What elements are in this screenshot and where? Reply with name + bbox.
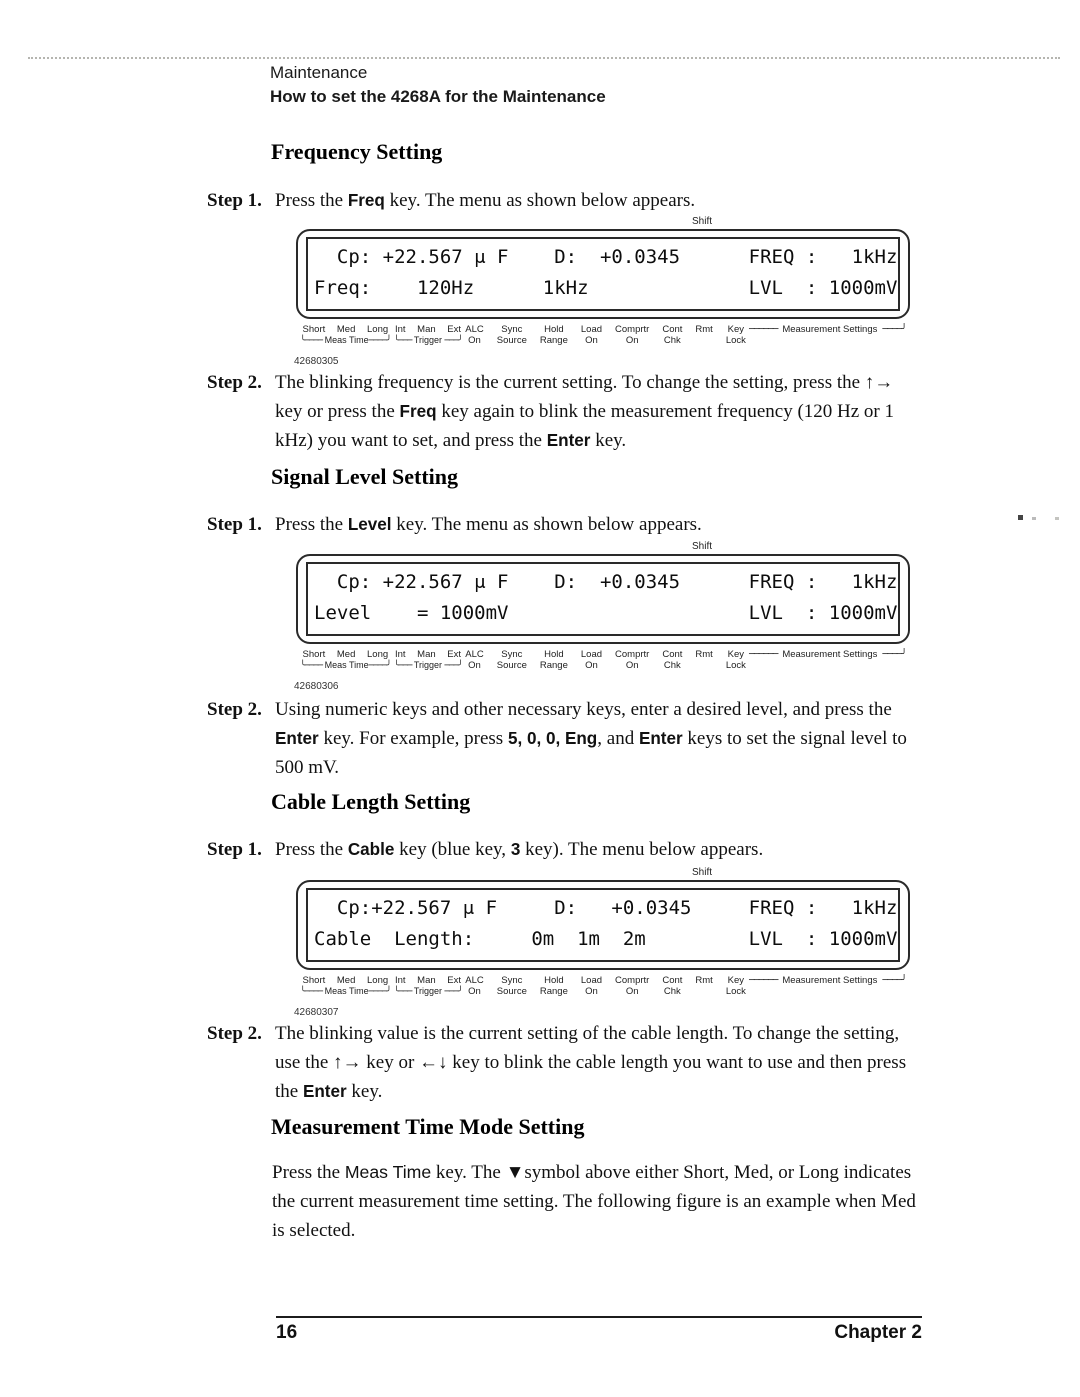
- annunciator: Cont Chk: [662, 649, 683, 671]
- meas-time-bracket: ╰──── Meas Time────╯: [300, 986, 391, 997]
- step-text: Press the Freq key. The menu as shown below appears.: [275, 190, 696, 211]
- lcd-bezel: [296, 229, 910, 319]
- step-label: Step 1.: [207, 190, 262, 211]
- lcd-screen: [306, 237, 900, 311]
- measurement-settings-annotation: ────── Measurement Settings ────╯: [749, 975, 906, 986]
- lcd-annunciator-row: [296, 975, 910, 998]
- step-text: The blinking frequency is the current setting. To change the setting, press the ↑→ key or press the Freq key again to blink the measurement frequency (120 Hz or 1 kHz) you want to set, and press the Enter key.: [275, 372, 895, 451]
- scan-speck: [1055, 517, 1059, 520]
- annunciator: ALC On: [465, 975, 484, 997]
- figure-id: 42680305: [294, 356, 339, 367]
- top-dotted-rule: [28, 57, 1060, 59]
- annunciator: Rmt: [695, 649, 713, 660]
- section-title-frequency: Frequency Setting: [271, 139, 443, 164]
- lcd-line-2: Freq: 120Hz 1kHz LVL : 1000mV: [314, 277, 898, 299]
- lcd-line-1: Cp: +22.567 μ F D: +0.0345 FREQ : 1kHz: [314, 246, 898, 268]
- lcd-annunciator-row: [296, 649, 910, 672]
- lcd-bezel: [296, 880, 910, 970]
- status-annunciators: [465, 975, 746, 997]
- footer-rule: [276, 1316, 922, 1318]
- section-title-signal-level: Signal Level Setting: [271, 464, 459, 489]
- annunciator: Comprtr On: [615, 649, 650, 671]
- annunciator: Key Lock: [725, 324, 746, 346]
- annunciator: Load On: [580, 324, 603, 346]
- annunciator: Sync Source: [496, 324, 527, 346]
- step-label: Step 2.: [207, 699, 262, 720]
- lcd-figure-signal-level: [296, 541, 910, 692]
- lcd-figure-cable-length: [296, 867, 910, 1018]
- annunciator: Hold Range: [539, 975, 568, 997]
- cable-length-step-2: [207, 1019, 913, 1106]
- annunciator: Comprtr On: [615, 975, 650, 997]
- frequency-step-1: [207, 186, 913, 215]
- annunciator: Hold Range: [539, 649, 568, 671]
- annunciator: Rmt: [695, 324, 713, 335]
- scan-speck: [1032, 517, 1036, 520]
- trigger-annunciators: Int Man Ext ╰─── Trigger ───╯: [393, 649, 463, 671]
- page-subtitle: How to set the 4268A for the Maintenance: [270, 87, 606, 106]
- meas-time-annunciators: Short Med Long ╰──── Meas Time────╯: [300, 975, 391, 997]
- shift-annotation: Shift: [692, 867, 713, 878]
- meas-time-annunciators: Short Med Long ╰──── Meas Time────╯: [300, 324, 391, 346]
- breadcrumb: Maintenance: [270, 63, 368, 82]
- lcd-screen: [306, 562, 900, 636]
- annunciator: Cont Chk: [662, 975, 683, 997]
- annunciator: Cont Chk: [662, 324, 683, 346]
- status-annunciators: [465, 649, 746, 671]
- annunciator: Load On: [580, 975, 603, 997]
- measurement-settings-annotation: ────── Measurement Settings ────╯: [749, 324, 906, 335]
- measurement-settings-annotation: ────── Measurement Settings ────╯: [749, 649, 906, 660]
- signal-level-step-1: [207, 510, 913, 539]
- lcd-line-1: Cp:+22.567 μ F D: +0.0345 FREQ : 1kHz: [314, 897, 898, 919]
- page-number: 16: [276, 1322, 298, 1343]
- page-header: [270, 63, 606, 107]
- trigger-bracket: ╰─── Trigger ───╯: [393, 335, 463, 346]
- lcd-bezel: [296, 554, 910, 644]
- trigger-bracket: ╰─── Trigger ───╯: [393, 660, 463, 671]
- meas-time-mode-paragraph: Press the Meas Time key. The ▼symbol above either Short, Med, or Long indicates the current measurement time setting. The following figure is an example when Med is selected.: [272, 1162, 916, 1241]
- annunciator: ALC On: [465, 649, 484, 671]
- chapter-label: Chapter 2: [834, 1322, 922, 1343]
- annunciator: Key Lock: [725, 975, 746, 997]
- trigger-annunciators: Int Man Ext ╰─── Trigger ───╯: [393, 975, 463, 997]
- meas-time-bracket: ╰──── Meas Time────╯: [300, 335, 391, 346]
- frequency-step-2: [207, 368, 913, 455]
- step-text: Press the Cable key (blue key, 3 key). The menu below appears.: [275, 839, 764, 860]
- footer: [276, 1322, 922, 1344]
- annunciator: Sync Source: [496, 649, 527, 671]
- trigger-bracket: ╰─── Trigger ───╯: [393, 986, 463, 997]
- annunciator: Hold Range: [539, 324, 568, 346]
- lcd-annunciator-row: [296, 324, 910, 347]
- annunciator: Load On: [580, 649, 603, 671]
- annunciator: Key Lock: [725, 649, 746, 671]
- shift-annotation: Shift: [692, 216, 713, 227]
- annunciator: Sync Source: [496, 975, 527, 997]
- meas-time-annunciators: Short Med Long ╰──── Meas Time────╯: [300, 649, 391, 671]
- annunciator: Rmt: [695, 975, 713, 986]
- step-text: The blinking value is the current setting of the cable length. To change the setting, use the ↑→ key or ←↓ key to blink the cable length you want to use and then press the Enter key.: [275, 1023, 907, 1102]
- scan-speck: [1018, 515, 1023, 520]
- trigger-annunciators: Int Man Ext ╰─── Trigger ───╯: [393, 324, 463, 346]
- section-title-cable-length: Cable Length Setting: [271, 789, 471, 814]
- lcd-line-1: Cp: +22.567 μ F D: +0.0345 FREQ : 1kHz: [314, 571, 898, 593]
- signal-level-step-2: [207, 695, 913, 782]
- meas-time-bracket: ╰──── Meas Time────╯: [300, 660, 391, 671]
- lcd-screen: [306, 888, 900, 962]
- annunciator: ALC On: [465, 324, 484, 346]
- figure-id: 42680306: [294, 681, 339, 692]
- figure-id: 42680307: [294, 1007, 339, 1018]
- section-title-meas-time-mode: Measurement Time Mode Setting: [271, 1114, 585, 1139]
- step-text: Press the Level key. The menu as shown below appears.: [275, 514, 702, 535]
- step-label: Step 2.: [207, 1023, 262, 1044]
- step-text: Using numeric keys and other necessary keys, enter a desired level, and press the Enter key. For example, press 5, 0, 0, Eng, and Enter keys to set the signal level to 500 mV.: [275, 699, 907, 778]
- annunciator: Comprtr On: [615, 324, 650, 346]
- lcd-line-2: Cable Length: 0m 1m 2m LVL : 1000mV: [314, 928, 898, 950]
- lcd-figure-frequency: [296, 216, 910, 367]
- cable-length-step-1: [207, 835, 913, 864]
- lcd-line-2: Level = 1000mV LVL : 1000mV: [314, 602, 898, 624]
- status-annunciators: [465, 324, 746, 346]
- shift-annotation: Shift: [692, 541, 713, 552]
- step-label: Step 1.: [207, 839, 262, 860]
- step-label: Step 2.: [207, 372, 262, 393]
- step-label: Step 1.: [207, 514, 262, 535]
